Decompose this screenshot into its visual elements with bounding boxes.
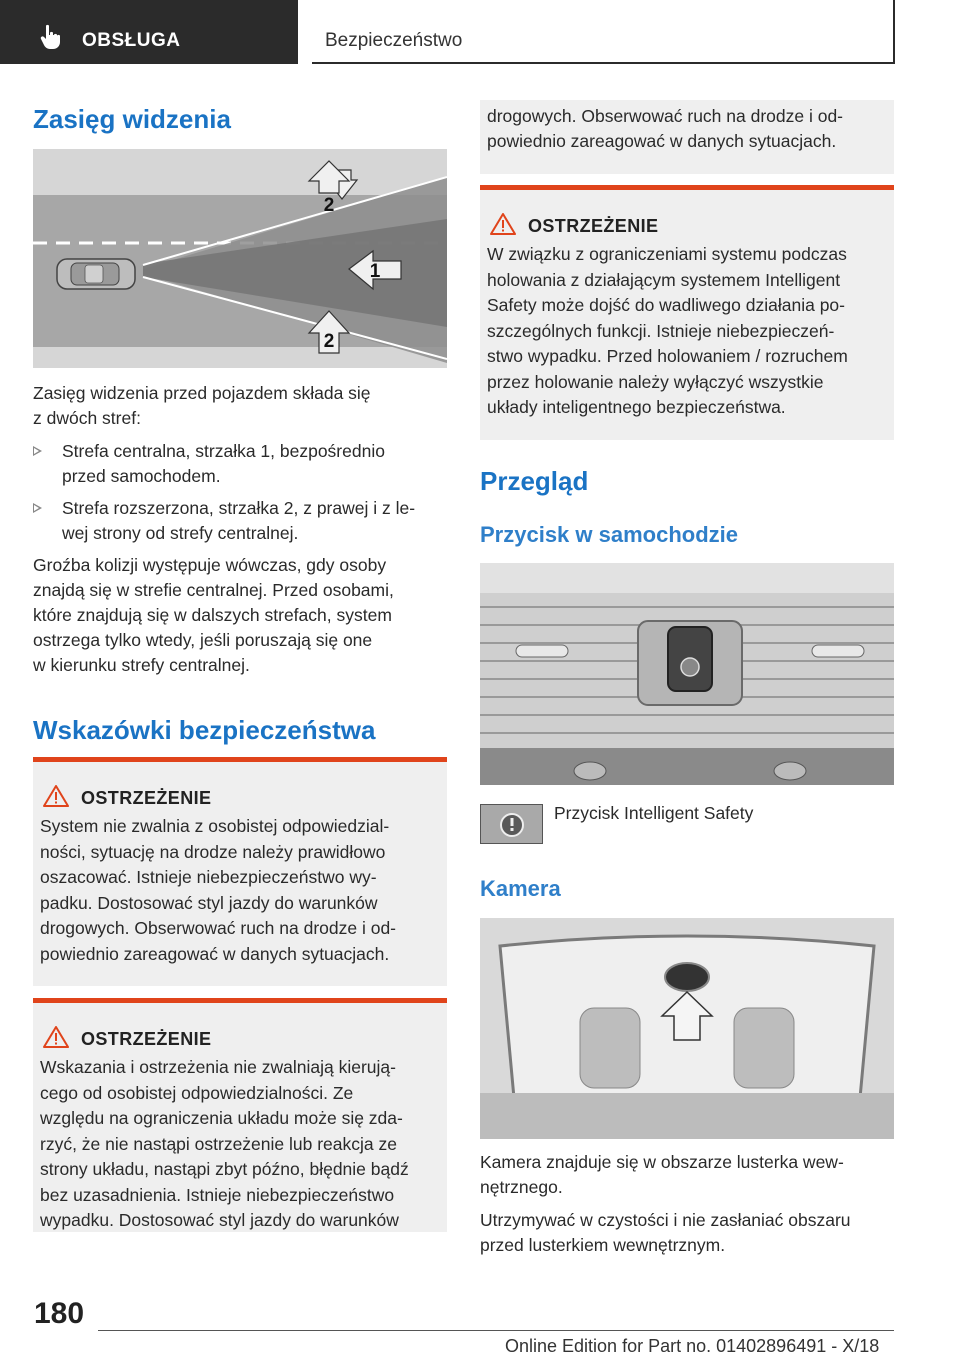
arrow-label-top: 2 bbox=[323, 195, 335, 216]
camera-paragraph-2: Utrzymywać w czystości i nie zasłaniać obszaru przed lusterkiem wewnętrznym. bbox=[480, 1210, 851, 1255]
collision-paragraph: Groźba kolizji występuje wówczas, gdy osoby znajdą się w strefie centralnej. Przed osobami, które znajdują się w dalszych strefach, system ostrzega tylko wtedy, jeśli poruszają się one w kierunku strefy centralnej. bbox=[33, 555, 394, 675]
arrow-label-bottom: 2 bbox=[323, 331, 335, 352]
button-thumbnail bbox=[480, 804, 543, 844]
intelligent-safety-button-icon bbox=[481, 805, 543, 844]
warning-box-3 bbox=[480, 185, 894, 440]
hand-icon bbox=[40, 24, 62, 50]
heading-camera: Kamera bbox=[480, 876, 561, 901]
warning-title: OSTRZEŻENIE bbox=[81, 788, 212, 808]
button-caption: Przycisk Intelligent Safety bbox=[554, 803, 754, 823]
bullet-triangle-icon bbox=[33, 446, 42, 456]
intro-paragraph: Zasięg widzenia przed pojazdem składa się z dwóch stref: bbox=[33, 383, 371, 428]
warning-title: OSTRZEŻENIE bbox=[528, 216, 659, 236]
warning-triangle-icon bbox=[43, 784, 69, 808]
camera-photo bbox=[480, 918, 894, 1139]
heading-overview: Przegląd bbox=[480, 466, 589, 496]
dashboard-button-photo bbox=[480, 563, 894, 785]
warning-body: Wskazania i ostrzeżenia nie zwalniają kierują- cego od osobistej odpowiedzialności. Ze względu na ograniczenia układu może się zda- rzyć, że nie nastąpi ostrzeżenie lub reakcja ze strony układu, nastąpi zbyt późno, błędnie bądź bez uzasadnienia. Istnieje niebezpieczeństwo wypadku. Dostosować styl jazdy do warunków bbox=[40, 1057, 409, 1230]
camera-photo-svg bbox=[480, 918, 894, 1139]
arrow-label-mid: 1 bbox=[369, 261, 381, 282]
list-item: Strefa centralna, strzałka 1, bezpośrednio przed samochodem. bbox=[33, 439, 447, 489]
edition-note: Online Edition for Part no. 01402896491 - X/18 bbox=[505, 1336, 880, 1356]
warning-title: OSTRZEŻENIE bbox=[81, 1029, 212, 1049]
subsection-title: Bezpieczeństwo bbox=[325, 30, 463, 51]
warning-body: System nie zwalnia z osobistej odpowiedzial- ności, sytuację na drodze należy prawidłowo oszacować. Istnieje niebezpieczeństwo wy- padku. Dostosować styl jazdy do warunków drogowych. Obserwować ruch na drodze i od- powiednio zareagować w danych sytuacjach. bbox=[40, 816, 397, 964]
range-diagram bbox=[33, 149, 447, 368]
dashboard-photo-svg bbox=[480, 563, 894, 785]
warning-triangle-icon bbox=[43, 1025, 69, 1049]
list-item: Strefa rozszerzona, strzałka 2, z prawej i z le- wej strony od strefy centralnej. bbox=[33, 496, 447, 546]
warning-box-1 bbox=[33, 757, 447, 986]
page-number: 180 bbox=[34, 1297, 85, 1330]
heading-button: Przycisk w samochodzie bbox=[480, 522, 738, 547]
bullet-triangle-icon bbox=[33, 503, 42, 513]
section-title: OBSŁUGA bbox=[82, 30, 181, 51]
heading-safety: Wskazówki bezpieczeństwa bbox=[33, 715, 376, 745]
warning-continued: drogowych. Obserwować ruch na drodze i od- powiednio zareagować w danych sytuacjach. bbox=[480, 100, 894, 174]
warning-body: W związku z ograniczeniami systemu podczas holowania z działającym systemem Intelligent Safety może dojść do wadliwego działania po- szczególnych funkcji. Istnieje niebezpieczeń- stwo wypadku. Przed holowaniem / rozruchem przez holowanie należy wyłączyć wszystkie układy inteligentnego bezpieczeństwa. bbox=[487, 244, 848, 417]
warning-triangle-icon bbox=[490, 212, 516, 236]
footer-divider bbox=[98, 1330, 894, 1331]
subsection-tab bbox=[312, 0, 895, 64]
range-diagram-svg bbox=[33, 149, 447, 368]
warning-box-2 bbox=[33, 998, 447, 1232]
section-tab bbox=[0, 0, 298, 64]
heading-range: Zasięg widzenia bbox=[33, 104, 231, 134]
camera-paragraph-1: Kamera znajduje się w obszarze lusterka wew- nętrznego. bbox=[480, 1152, 844, 1197]
